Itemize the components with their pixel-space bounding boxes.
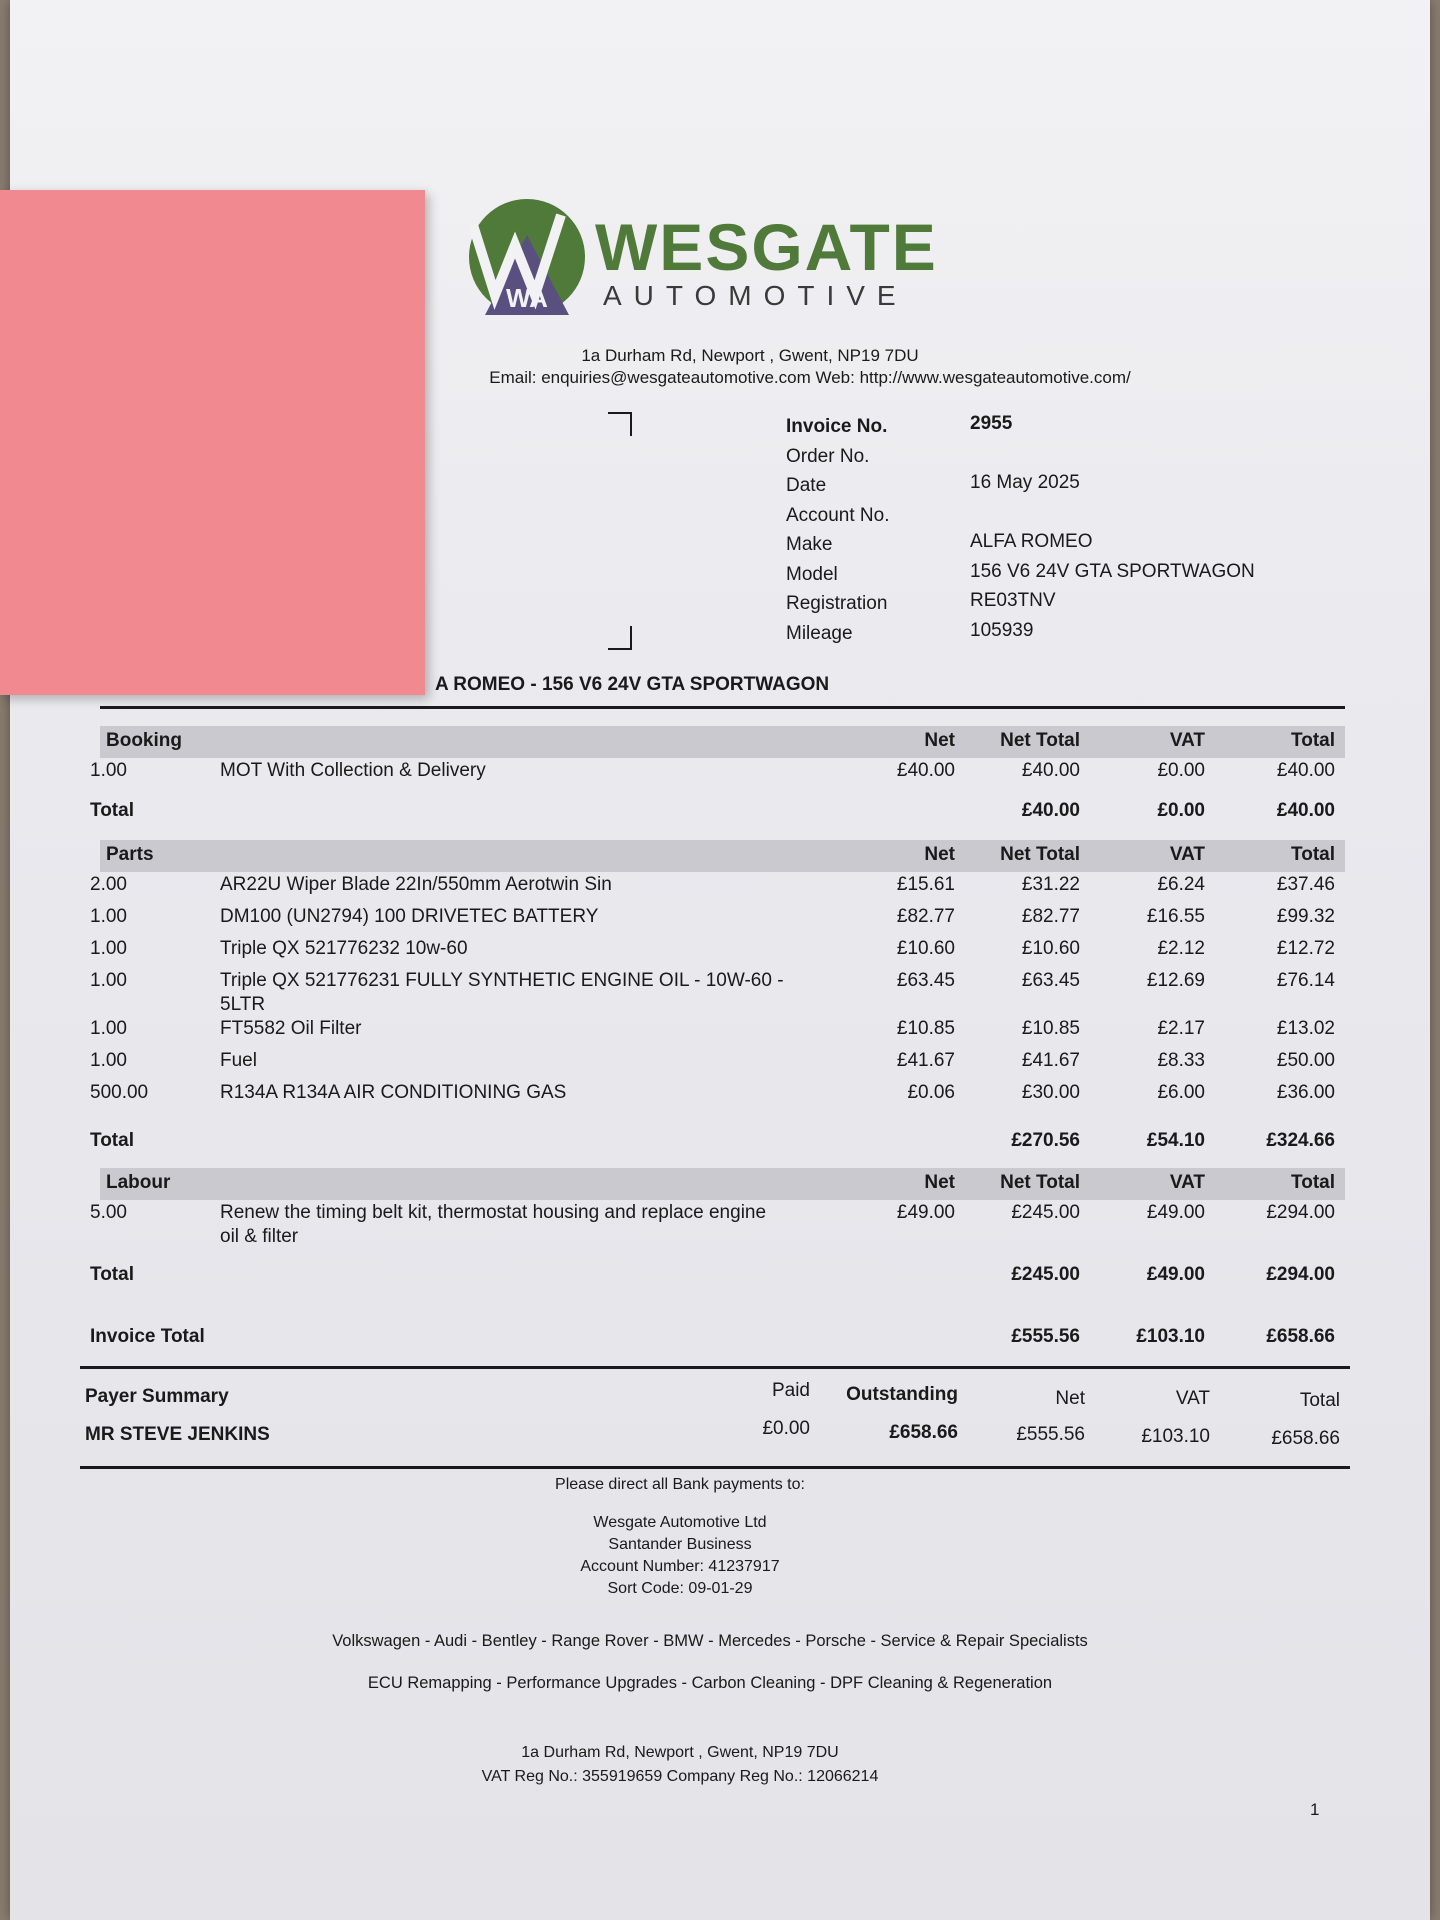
line-net: £82.77 <box>896 906 955 927</box>
meta-label: Make <box>786 534 833 555</box>
meta-value: 2955 <box>970 413 1013 434</box>
line-net: £41.67 <box>896 1050 955 1071</box>
parts-total-total: £324.66 <box>1266 1130 1335 1151</box>
divider <box>80 1366 1350 1369</box>
parts-section-title: Parts <box>106 844 154 865</box>
line-net-total: £63.45 <box>1021 970 1080 991</box>
col-net: Net <box>924 844 955 865</box>
meta-label: Order No. <box>786 445 870 467</box>
col-vat: VAT <box>1169 1172 1205 1193</box>
line-description: DM100 (UN2794) 100 DRIVETEC BATTERY <box>220 906 599 927</box>
payer-col-outstanding: Outstanding <box>846 1384 958 1405</box>
line-qty: 1.00 <box>90 938 127 959</box>
col-vat: VAT <box>1169 844 1205 865</box>
col-net-total: Net Total <box>1000 844 1080 865</box>
booking-total-vat: £0.00 <box>1157 800 1205 821</box>
line-net: £63.45 <box>896 970 955 991</box>
meta-value: 156 V6 24V GTA SPORTWAGON <box>970 560 1255 582</box>
line-qty: 500.00 <box>90 1082 149 1103</box>
meta-value: 105939 <box>970 619 1034 641</box>
line-net-total: £30.00 <box>1021 1082 1080 1103</box>
line-qty: 1.00 <box>90 1018 127 1039</box>
booking-total-label: Total <box>90 800 134 821</box>
services-line: Volkswagen - Audi - Bentley - Range Rover - BMW - Mercedes - Porsche - Service & Repair Specialists <box>332 1632 1088 1650</box>
line-qty: 5.00 <box>90 1202 127 1223</box>
bank-line: Sort Code: 09-01-29 <box>607 1580 753 1597</box>
meta-value: ALFA ROMEO <box>970 531 1093 552</box>
payer-summary-title: Payer Summary <box>85 1386 229 1407</box>
line-vat: £49.00 <box>1146 1202 1205 1223</box>
payer-total: £658.66 <box>1271 1428 1340 1449</box>
labour-total-label: Total <box>90 1264 134 1285</box>
line-vat: £16.55 <box>1146 906 1205 927</box>
payer-vat: £103.10 <box>1141 1426 1210 1447</box>
line-vat: £0.00 <box>1157 760 1205 781</box>
payer-paid: £0.00 <box>762 1418 810 1439</box>
payer-outstanding: £658.66 <box>889 1422 958 1443</box>
line-vat: £6.24 <box>1157 874 1205 895</box>
company-logo <box>465 195 985 335</box>
col-total: Total <box>1291 730 1335 751</box>
services-line: ECU Remapping - Performance Upgrades - Carbon Cleaning - DPF Cleaning & Regeneration <box>367 1674 1053 1692</box>
line-total: £12.72 <box>1276 938 1335 959</box>
bank-line: Account Number: 41237917 <box>580 1558 780 1575</box>
booking-total-net: £40.00 <box>1021 800 1080 821</box>
line-description: FT5582 Oil Filter <box>220 1018 362 1039</box>
line-description: Triple QX 521776231 FULLY SYNTHETIC ENGINE OIL - 10W-60 - <box>220 970 784 991</box>
col-total: Total <box>1291 844 1335 865</box>
line-qty: 1.00 <box>90 906 127 927</box>
invoice-total-label: Invoice Total <box>90 1326 205 1347</box>
line-vat: £8.33 <box>1157 1050 1205 1071</box>
line-net-total: £10.85 <box>1021 1018 1080 1039</box>
line-vat: £6.00 <box>1157 1082 1205 1103</box>
line-total: £13.02 <box>1276 1018 1335 1039</box>
invoice-total-net: £555.56 <box>1011 1326 1080 1347</box>
meta-label: Model <box>786 563 838 585</box>
line-total: £36.00 <box>1276 1082 1335 1103</box>
invoice-total-vat: £103.10 <box>1136 1326 1205 1347</box>
line-net-total: £82.77 <box>1021 906 1080 927</box>
meta-label: Date <box>786 475 827 496</box>
labour-total-net: £245.00 <box>1011 1264 1080 1285</box>
line-description: AR22U Wiper Blade 22In/550mm Aerotwin Sin <box>220 874 612 895</box>
line-total: £40.00 <box>1276 760 1335 781</box>
line-net-total: £10.60 <box>1021 938 1080 959</box>
booking-section-title: Booking <box>106 730 182 751</box>
payer-col-total: Total <box>1299 1390 1340 1411</box>
meta-value: 16 May 2025 <box>970 472 1080 493</box>
payer-net: £555.56 <box>1016 1424 1085 1445</box>
line-description: R134A R134A AIR CONDITIONING GAS <box>220 1082 567 1103</box>
payer-col-net: Net <box>1055 1388 1085 1409</box>
meta-label: Registration <box>786 593 888 614</box>
meta-label: Mileage <box>786 622 853 644</box>
logo-name: WESGATE <box>595 210 938 284</box>
line-net: £49.00 <box>896 1202 955 1223</box>
line-total: £99.32 <box>1276 906 1335 927</box>
company-contact: Email: enquiries@wesgateautomotive.com Web: http://www.wesgateautomotive.com/ <box>489 368 1131 387</box>
logo-mark: WA <box>506 283 548 313</box>
footer-address: 1a Durham Rd, Newport , Gwent, NP19 7DU <box>521 1744 839 1761</box>
sticky-note <box>0 190 425 695</box>
parts-total-net: £270.56 <box>1011 1130 1080 1151</box>
line-net-total: £31.22 <box>1021 874 1080 895</box>
payer-col-paid: Paid <box>771 1380 810 1401</box>
col-vat: VAT <box>1169 730 1205 751</box>
line-vat: £12.69 <box>1146 970 1205 991</box>
line-net: £0.06 <box>907 1082 955 1103</box>
invoice-total-total: £658.66 <box>1266 1326 1335 1347</box>
line-net-total: £245.00 <box>1011 1202 1080 1223</box>
line-total: £50.00 <box>1276 1050 1335 1071</box>
line-qty: 1.00 <box>90 970 127 991</box>
line-qty: 1.00 <box>90 1050 127 1071</box>
line-net-total: £41.67 <box>1021 1050 1080 1071</box>
line-total: £294.00 <box>1266 1202 1335 1223</box>
labour-total-total: £294.00 <box>1266 1264 1335 1285</box>
col-net: Net <box>924 1172 955 1193</box>
parts-total-label: Total <box>90 1130 134 1151</box>
line-description: MOT With Collection & Delivery <box>220 760 486 781</box>
line-total: £76.14 <box>1276 970 1335 991</box>
page-number: 1 <box>1310 1800 1320 1819</box>
divider <box>80 1466 1350 1469</box>
line-qty: 2.00 <box>90 874 127 895</box>
line-net-total: £40.00 <box>1021 760 1080 781</box>
vehicle-heading: A ROMEO - 156 V6 24V GTA SPORTWAGON <box>435 674 830 695</box>
meta-label: Invoice No. <box>786 416 888 437</box>
logo-sub: AUTOMOTIVE <box>603 280 908 311</box>
company-address: 1a Durham Rd, Newport , Gwent, NP19 7DU <box>581 346 919 365</box>
divider <box>100 706 1345 709</box>
line-description-cont: oil & filter <box>220 1226 299 1247</box>
line-vat: £2.17 <box>1157 1018 1205 1039</box>
bank-heading: Please direct all Bank payments to: <box>555 1476 805 1493</box>
payer-name: MR STEVE JENKINS <box>85 1424 270 1445</box>
line-qty: 1.00 <box>90 760 127 781</box>
payer-col-vat: VAT <box>1175 1388 1210 1409</box>
line-description: Fuel <box>220 1050 257 1071</box>
line-net: £15.61 <box>896 874 955 895</box>
address-window-corner <box>608 412 632 436</box>
col-net-total: Net Total <box>1000 1172 1080 1193</box>
line-net: £10.60 <box>896 938 955 959</box>
col-net-total: Net Total <box>1000 730 1080 751</box>
line-net: £40.00 <box>896 760 955 781</box>
col-total: Total <box>1291 1172 1335 1193</box>
footer-registration: VAT Reg No.: 355919659 Company Reg No.: 12066214 <box>481 1768 879 1785</box>
parts-total-vat: £54.10 <box>1146 1130 1205 1151</box>
line-description-cont: 5LTR <box>220 994 266 1015</box>
labour-section-title: Labour <box>106 1172 171 1193</box>
line-vat: £2.12 <box>1157 938 1205 959</box>
labour-total-vat: £49.00 <box>1146 1264 1205 1285</box>
address-window-corner <box>608 626 632 650</box>
line-total: £37.46 <box>1276 874 1335 895</box>
col-net: Net <box>924 730 955 751</box>
meta-value: RE03TNV <box>970 590 1056 611</box>
line-description: Renew the timing belt kit, thermostat housing and replace engine <box>220 1202 767 1223</box>
booking-total-total: £40.00 <box>1276 800 1335 821</box>
line-description: Triple QX 521776232 10w-60 <box>220 938 468 959</box>
meta-label: Account No. <box>786 504 890 526</box>
line-net: £10.85 <box>896 1018 955 1039</box>
bank-line: Santander Business <box>608 1536 752 1553</box>
bank-line: Wesgate Automotive Ltd <box>593 1514 767 1531</box>
